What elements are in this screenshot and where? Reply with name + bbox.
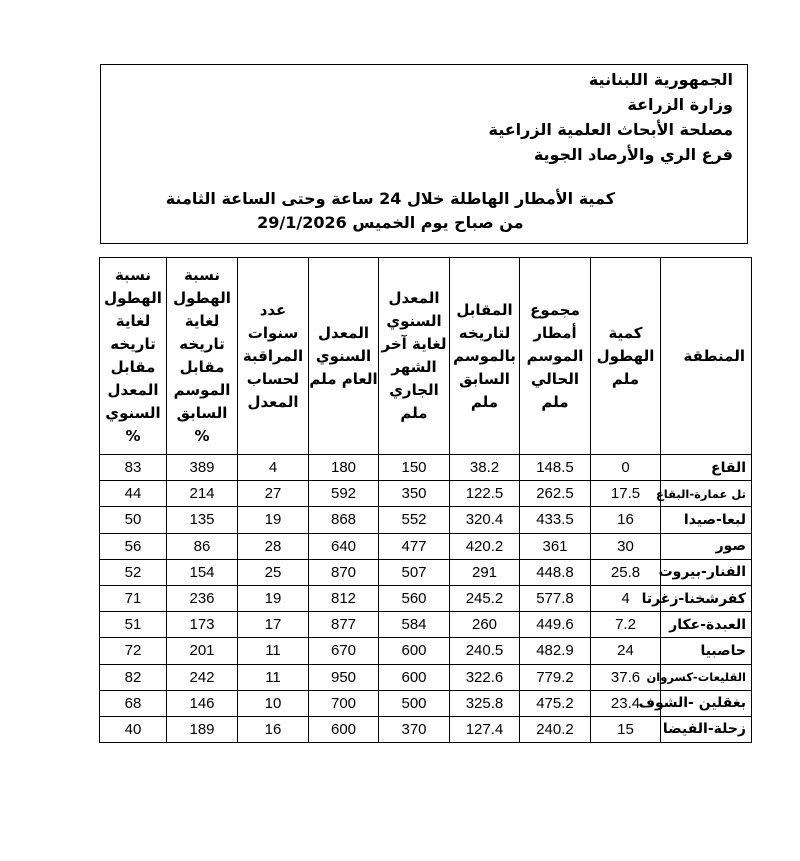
annual-average-cell: 877: [309, 612, 379, 638]
annual-average-cell: 870: [309, 559, 379, 585]
pct-annual-average-cell: 40: [100, 716, 167, 742]
organization-block: [489, 67, 734, 167]
observation-years-cell: 17: [238, 612, 309, 638]
region-cell: الفنار-بيروت: [661, 559, 752, 585]
header-box: [100, 64, 748, 244]
table-row: [100, 481, 752, 507]
annual-average-cell: 950: [309, 664, 379, 690]
region-cell: بغقلين -الشوف: [661, 690, 752, 716]
region-cell: لبعا-صيدا: [661, 507, 752, 533]
pct-previous-season-cell: 236: [167, 585, 238, 611]
pct-previous-season-cell: 173: [167, 612, 238, 638]
observation-years-cell: 27: [238, 481, 309, 507]
pct-previous-season-cell: 135: [167, 507, 238, 533]
region-cell: تل عمارة-البقاع: [661, 481, 752, 507]
rainfall-cell: 7.2: [591, 612, 661, 638]
rainfall-cell: 15: [591, 716, 661, 742]
column-header-rainfall: كمية الهطول ملم: [591, 258, 661, 455]
column-header-average-to-month: المعدل السنوي لغاية آخر الشهر الجاري ملم: [379, 258, 450, 455]
observation-years-cell: 11: [238, 664, 309, 690]
column-header-observation-years: عدد سنوات المراقبة لحساب المعدل: [238, 258, 309, 455]
table-row: [100, 507, 752, 533]
region-cell: القاع: [661, 455, 752, 481]
annual-average-cell: 640: [309, 533, 379, 559]
average-to-month-cell: 552: [379, 507, 450, 533]
pct-annual-average-cell: 72: [100, 638, 167, 664]
season-total-cell: 240.2: [520, 716, 591, 742]
average-to-month-cell: 600: [379, 664, 450, 690]
region-cell: كفرشخنا-زغرتا: [661, 585, 752, 611]
observation-years-cell: 16: [238, 716, 309, 742]
table-row: [100, 664, 752, 690]
region-cell: حاصبيا: [661, 638, 752, 664]
region-cell: صور: [661, 533, 752, 559]
season-total-cell: 433.5: [520, 507, 591, 533]
observation-years-cell: 25: [238, 559, 309, 585]
rainfall-cell: 17.5: [591, 481, 661, 507]
rainfall-cell: 24: [591, 638, 661, 664]
season-total-cell: 262.5: [520, 481, 591, 507]
observation-years-cell: 19: [238, 507, 309, 533]
rainfall-cell: 37.6: [591, 664, 661, 690]
previous-season-cell: 291: [450, 559, 520, 585]
region-cell: القليعات-كسروان: [661, 664, 752, 690]
average-to-month-cell: 350: [379, 481, 450, 507]
org-line-branch: فرع الري والأرصاد الجوية: [533, 145, 733, 164]
observation-years-cell: 4: [238, 455, 309, 481]
pct-previous-season-cell: 154: [167, 559, 238, 585]
pct-annual-average-cell: 56: [100, 533, 167, 559]
previous-season-cell: 240.5: [450, 638, 520, 664]
table-row: [100, 612, 752, 638]
pct-previous-season-cell: 389: [167, 455, 238, 481]
table-row: [100, 533, 752, 559]
pct-annual-average-cell: 51: [100, 612, 167, 638]
season-total-cell: 148.5: [520, 455, 591, 481]
previous-season-cell: 325.8: [450, 690, 520, 716]
average-to-month-cell: 584: [379, 612, 450, 638]
org-line-department: مصلحة الأبحاث العلمية الزراعية: [488, 120, 733, 139]
report-title-line2: من صباح يوم الخميس 29/1/2026: [257, 213, 524, 232]
rainfall-cell: 25.8: [591, 559, 661, 585]
season-total-cell: 482.9: [520, 638, 591, 664]
pct-previous-season-cell: 214: [167, 481, 238, 507]
annual-average-cell: 592: [309, 481, 379, 507]
annual-average-cell: 700: [309, 690, 379, 716]
previous-season-cell: 320.4: [450, 507, 520, 533]
table-row: [100, 559, 752, 585]
annual-average-cell: 868: [309, 507, 379, 533]
average-to-month-cell: 560: [379, 585, 450, 611]
report-title: [166, 187, 615, 235]
table-row: [100, 455, 752, 481]
previous-season-cell: 122.5: [450, 481, 520, 507]
season-total-cell: 448.8: [520, 559, 591, 585]
pct-annual-average-cell: 83: [100, 455, 167, 481]
column-header-annual-average: المعدل السنوي العام ملم: [309, 258, 379, 455]
pct-annual-average-cell: 50: [100, 507, 167, 533]
pct-previous-season-cell: 201: [167, 638, 238, 664]
season-total-cell: 361: [520, 533, 591, 559]
previous-season-cell: 322.6: [450, 664, 520, 690]
observation-years-cell: 11: [238, 638, 309, 664]
table-row: [100, 585, 752, 611]
average-to-month-cell: 500: [379, 690, 450, 716]
pct-annual-average-cell: 44: [100, 481, 167, 507]
column-header-pct-previous-season: نسبة الهطول لغاية تاريخه مقابل الموسم السابق %: [167, 258, 238, 455]
pct-previous-season-cell: 146: [167, 690, 238, 716]
pct-annual-average-cell: 52: [100, 559, 167, 585]
region-cell: العبدة-عكار: [661, 612, 752, 638]
rainfall-cell: 16: [591, 507, 661, 533]
previous-season-cell: 420.2: [450, 533, 520, 559]
rainfall-cell: 30: [591, 533, 661, 559]
pct-previous-season-cell: 86: [167, 533, 238, 559]
org-line-ministry: وزارة الزراعة: [627, 95, 733, 114]
annual-average-cell: 812: [309, 585, 379, 611]
column-header-region: المنطقة: [661, 258, 752, 455]
table-row: [100, 638, 752, 664]
previous-season-cell: 127.4: [450, 716, 520, 742]
column-header-previous-season: المقابل لتاريخه بالموسم السابق ملم: [450, 258, 520, 455]
observation-years-cell: 19: [238, 585, 309, 611]
report-title-line1: كمية الأمطار الهاطلة خلال 24 ساعة وحتى الساعة الثامنة: [165, 189, 615, 208]
pct-previous-season-cell: 242: [167, 664, 238, 690]
annual-average-cell: 670: [309, 638, 379, 664]
pct-annual-average-cell: 68: [100, 690, 167, 716]
observation-years-cell: 10: [238, 690, 309, 716]
average-to-month-cell: 370: [379, 716, 450, 742]
pct-previous-season-cell: 189: [167, 716, 238, 742]
observation-years-cell: 28: [238, 533, 309, 559]
rainfall-table: [99, 257, 752, 743]
annual-average-cell: 180: [309, 455, 379, 481]
average-to-month-cell: 507: [379, 559, 450, 585]
annual-average-cell: 600: [309, 716, 379, 742]
average-to-month-cell: 600: [379, 638, 450, 664]
column-header-pct-annual-average: نسبة الهطول لغاية تاريخه مقابل المعدل السنوي %: [100, 258, 167, 455]
pct-annual-average-cell: 71: [100, 585, 167, 611]
rainfall-cell: 4: [591, 585, 661, 611]
table-row: [100, 690, 752, 716]
previous-season-cell: 38.2: [450, 455, 520, 481]
table-body: [100, 455, 752, 743]
season-total-cell: 475.2: [520, 690, 591, 716]
table-header-row: [100, 258, 752, 455]
previous-season-cell: 260: [450, 612, 520, 638]
season-total-cell: 449.6: [520, 612, 591, 638]
column-header-season-total: مجموع أمطار الموسم الحالي ملم: [520, 258, 591, 455]
rainfall-cell: 0: [591, 455, 661, 481]
average-to-month-cell: 477: [379, 533, 450, 559]
previous-season-cell: 245.2: [450, 585, 520, 611]
season-total-cell: 779.2: [520, 664, 591, 690]
average-to-month-cell: 150: [379, 455, 450, 481]
season-total-cell: 577.8: [520, 585, 591, 611]
rainfall-cell: 23.4: [591, 690, 661, 716]
table-row: [100, 716, 752, 742]
pct-annual-average-cell: 82: [100, 664, 167, 690]
region-cell: زحلة-الفيضا: [661, 716, 752, 742]
org-line-republic: الجمهورية اللبنانية: [588, 70, 733, 89]
